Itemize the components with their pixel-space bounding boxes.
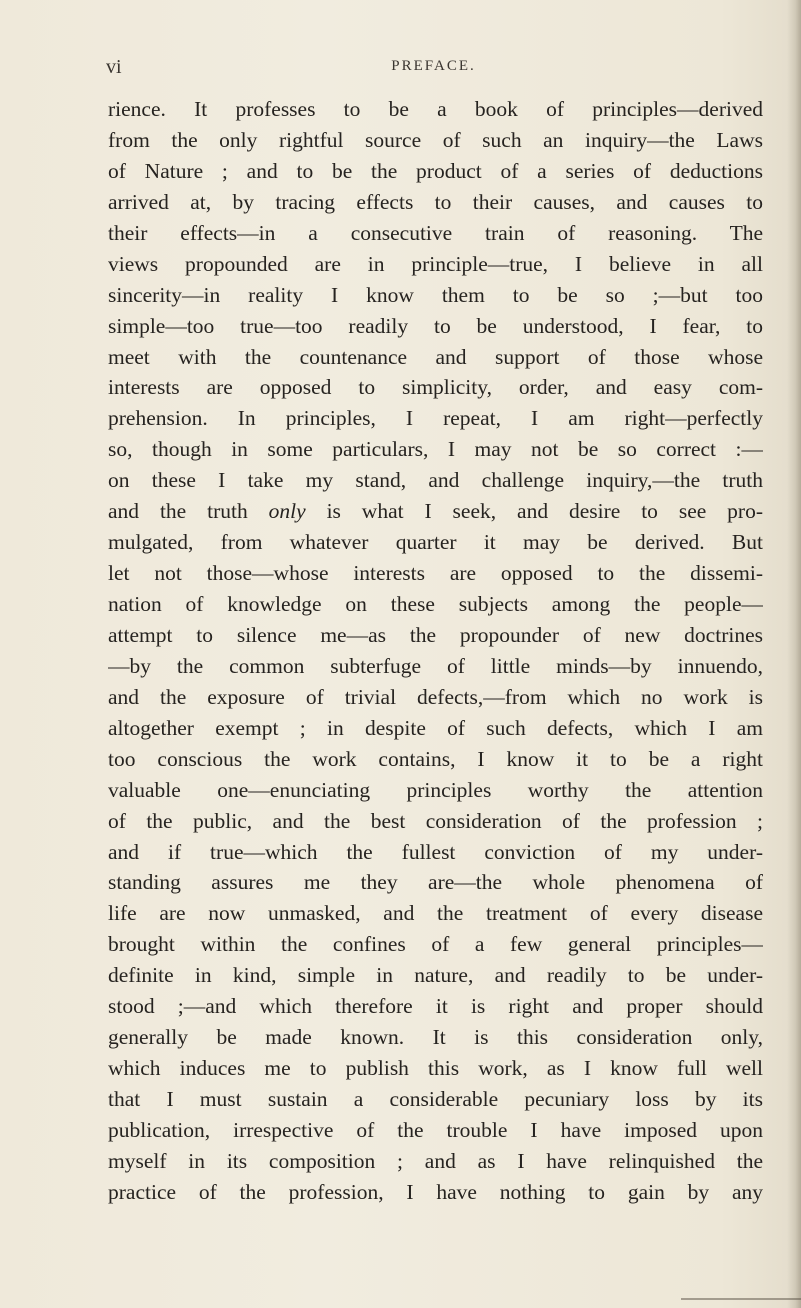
text-line: their effects—in a consecutive train of reasoning. The bbox=[108, 220, 763, 245]
text-line: meet with the countenance and support of those whose bbox=[108, 344, 763, 369]
text-line: rience. It professes to be a book of principles—derived bbox=[108, 97, 763, 121]
text-line: definite in kind, simple in nature, and readily to be under- bbox=[108, 963, 763, 988]
text-line: sincerity—in reality I know them to be so ;—but too bbox=[108, 282, 763, 307]
page-edge-shadow bbox=[787, 0, 801, 1308]
text-line: myself in its composition ; and as I have relinquished the bbox=[108, 1148, 763, 1173]
text-line: practice of the profession, I have nothing to gain by any bbox=[108, 1179, 763, 1204]
page-number: vi bbox=[106, 56, 122, 78]
text-line: generally be made known. It is this consideration only, bbox=[108, 1025, 763, 1050]
text-line: attempt to silence me—as the propounder of new doctrines bbox=[108, 622, 763, 647]
text-line: too conscious the work contains, I know it to be a right bbox=[108, 746, 763, 771]
emphasis-word: only bbox=[268, 499, 306, 524]
text-line: from the only rightful source of such an inquiry—the Laws bbox=[108, 127, 763, 152]
page-bottom-rule bbox=[681, 1298, 801, 1300]
text-line: let not those—whose interests are opposed to the dissemi- bbox=[108, 561, 763, 586]
text-line: altogether exempt ; in despite of such defects, which I am bbox=[108, 715, 763, 740]
text-line: arrived at, by tracing effects to their causes, and causes to bbox=[108, 189, 763, 214]
line-segment: is what I seek, and desire to see pro- bbox=[326, 499, 763, 524]
line-segment: and the truth bbox=[108, 499, 248, 524]
running-head: PREFACE. bbox=[391, 58, 476, 74]
text-line: interests are opposed to simplicity, order, and easy com- bbox=[108, 375, 763, 400]
text-line: brought within the confines of a few general principles— bbox=[108, 932, 763, 957]
text-line: prehension. In principles, I repeat, I am right—perfectly bbox=[108, 406, 763, 431]
text-line-with-emphasis bbox=[108, 496, 763, 527]
text-line: which induces me to publish this work, as I know full well bbox=[108, 1056, 763, 1081]
text-line: —by the common subterfuge of little minds—by innuendo, bbox=[108, 653, 763, 678]
text-line: and if true—which the fullest conviction of my under- bbox=[108, 839, 763, 864]
text-line: mulgated, from whatever quarter it may be derived. But bbox=[108, 530, 763, 555]
text-line: simple—too true—too readily to be understood, I fear, to bbox=[108, 313, 763, 338]
text-line: views propounded are in principle—true, I believe in all bbox=[108, 251, 763, 276]
page-header bbox=[106, 56, 761, 82]
text-line: standing assures me they are—the whole phenomena of bbox=[108, 870, 763, 895]
text-line: valuable one—enunciating principles worthy the attention bbox=[108, 777, 763, 802]
text-line: stood ;—and which therefore it is right and proper should bbox=[108, 994, 763, 1019]
text-line: of Nature ; and to be the product of a series of deductions bbox=[108, 158, 763, 183]
text-line: nation of knowledge on these subjects among the people— bbox=[108, 592, 763, 616]
text-line: and the exposure of trivial defects,—from which no work is bbox=[108, 684, 763, 709]
text-line: so, though in some particulars, I may not be so correct :— bbox=[108, 437, 763, 462]
text-line: on these I take my stand, and challenge inquiry,—the truth bbox=[108, 468, 763, 493]
text-line: life are now unmasked, and the treatment of every disease bbox=[108, 901, 763, 926]
text-line: publication, irrespective of the trouble I have imposed upon bbox=[108, 1117, 763, 1142]
body-text bbox=[108, 94, 763, 1208]
text-line: that I must sustain a considerable pecuniary loss by its bbox=[108, 1087, 763, 1111]
text-line: of the public, and the best consideration of the profession ; bbox=[108, 808, 763, 833]
